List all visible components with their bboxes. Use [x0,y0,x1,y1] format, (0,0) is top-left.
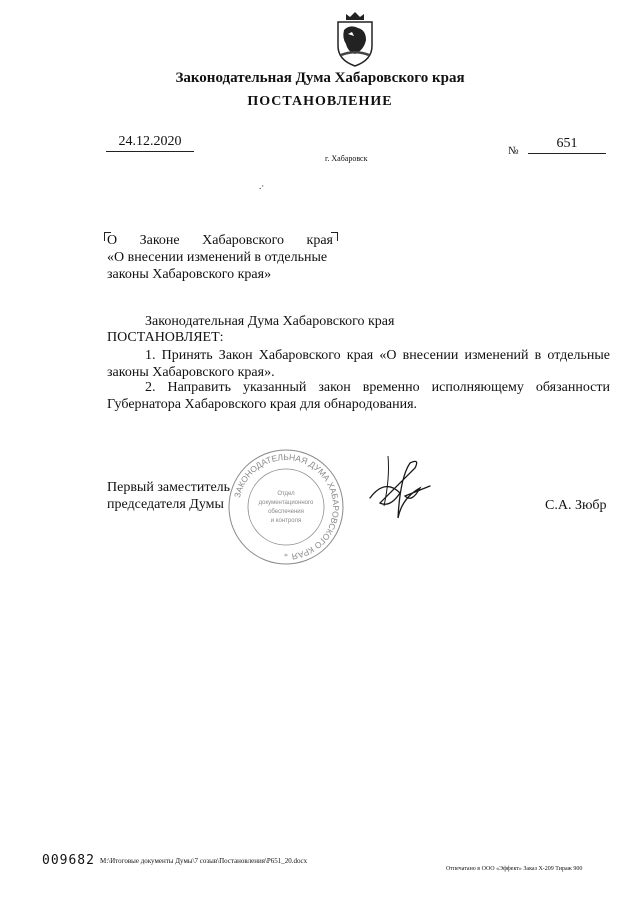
handwritten-signature [360,448,440,528]
city-label: г. Хабаровск [325,154,368,163]
scan-speck: .· [259,181,265,191]
stamp-center-line-3: обеспечения [268,509,304,515]
coat-of-arms-emblem [330,8,380,68]
item-2-line-2: Губернатора Хабаровского края для обнародования. [107,397,418,412]
stamp-center-line-4: и контроля [270,518,302,524]
document-number: 651 [528,136,606,154]
item-2-line-1: 2. Направить указанный закон временно исполняющему обязанности [145,380,610,395]
stamp-star-icon: * [284,552,288,561]
subject-line-3: законы Хабаровского края» [107,267,272,282]
item-1-line-1: 1. Принять Закон Хабаровского края «О внесении изменений в отдельные [145,348,610,363]
signatory-title-line-1: Первый заместитель [107,480,231,495]
body-org-name: Законодательная Дума Хабаровского края [145,314,395,329]
item-1-line-2: законы Хабаровского края». [107,365,275,380]
signatory-name: С.А. Зюбр [545,498,607,513]
document-type-title: ПОСТАНОВЛЕНИЕ [247,94,393,109]
stamp-center-line-2: документационного [258,500,314,506]
signatory-title [107,479,230,513]
number-sign: № [508,145,519,157]
stamp-center-line-1: Отдел [277,491,295,497]
signatory-title-line-2: председателя Думы [107,497,224,512]
resolves-label: ПОСТАНОВЛЯЕТ: [107,330,224,345]
resolution-item-2 [107,379,610,413]
header-org-name: Законодательная Дума Хабаровского края [175,70,465,86]
registration-number: 009682 [42,853,95,868]
subject-line-1: О Законе Хабаровского края [107,233,333,248]
file-path: M:\Итоговые документы Думы\7 созыв\Постановления\Р651_20.docx [100,857,308,865]
subject-block [107,232,333,283]
subject-line-2: «О внесении изменений в отдельные [107,250,328,265]
print-info: Отпечатано в ООО «Эффект» Заказ Х-209 Тираж 900 [446,866,583,872]
resolution-item-1 [107,347,610,381]
official-stamp [226,447,346,567]
document-date: 24.12.2020 [106,134,194,152]
stamp-ring-text: ЗАКОНОДАТЕЛЬНАЯ ДУМА ХАБАРОВСКОГО КРАЯ [231,451,342,562]
